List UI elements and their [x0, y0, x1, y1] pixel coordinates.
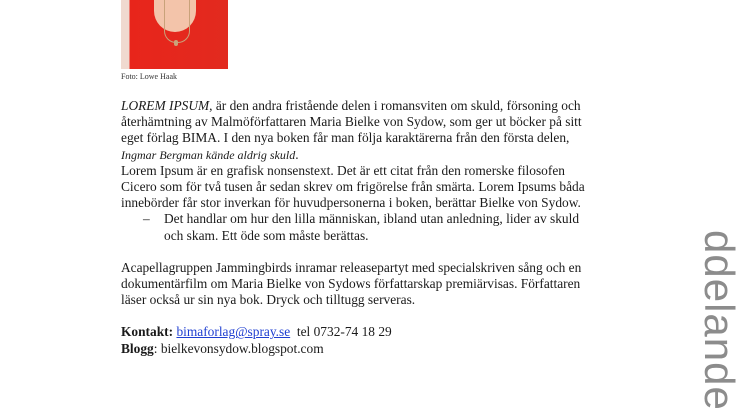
quote-text: Det handlar om hur den lilla människan, ibland utan anledning, lider av skuld och skam. Ett öde som måste berättas. — [164, 211, 580, 243]
blog-label: Blogg — [121, 340, 154, 356]
blog-line — [121, 341, 591, 357]
contact-line — [121, 324, 591, 340]
side-heading — [655, 0, 743, 411]
lorem-paragraph: Lorem Ipsum är en grafisk nonsenstext. Det är ett citat från den romerske filosofen Cicero som för två tusen år sedan skrev om frigörelse från smärta. Lorem Ipsums båda innebörder får stor inverkan för huvudpersonerna i boken, berättar Bielke von Sydow. — [121, 162, 585, 211]
photo-caption: Foto: Lowe Haak — [121, 72, 177, 81]
intro-text-a: , är den andra fristående delen i romansviten om skuld, försoning och återhämtning av Malmöförfattaren Maria Bielke von Sydow, som ger ut böcker på sitt eget förlag BIMA. I den nya boken får man följa karaktärerna från den första delen, — [121, 98, 582, 146]
release-party-paragraph: Acapellagruppen Jammingbirds inramar releasepartyt med specialskriven sång och en dokumentärfilm om Maria Bielke von Sydows författarskap premiärvisas. Författaren läser också ur sin nya bok. Dryck och tilltugg serveras. — [121, 259, 582, 308]
side-heading-text: ddelande — [696, 230, 743, 411]
quote-dash: – — [143, 211, 150, 227]
blog-url: bielkevonsydow.blogspot.com — [160, 340, 324, 356]
press-release-body — [121, 98, 591, 357]
previous-book-title: Ingmar Bergman kände aldrig skuld — [121, 147, 296, 162]
author-photo — [121, 0, 228, 69]
intro-text-b: . — [295, 146, 299, 162]
intro-paragraph — [121, 98, 591, 163]
contact-phone: tel 0732-74 18 29 — [296, 324, 392, 340]
quote-item — [121, 211, 591, 243]
contact-email-link[interactable]: bimaforlag@spray.se — [176, 324, 291, 340]
contact-label: Kontakt: — [121, 324, 174, 340]
blog-separator: : — [153, 340, 161, 356]
title-italic: LOREM IPSUM — [121, 98, 210, 113]
